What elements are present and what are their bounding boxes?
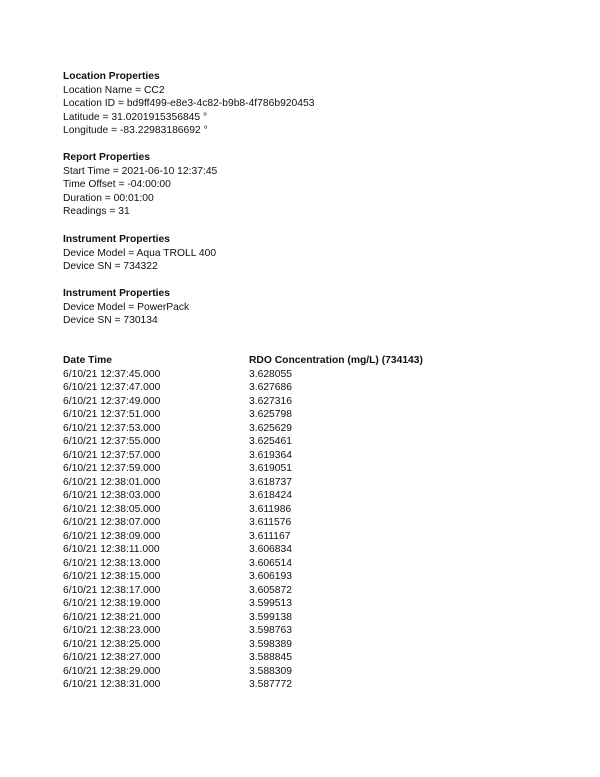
date-time-cell: 6/10/21 12:37:45.000	[63, 368, 161, 380]
table-row	[63, 449, 543, 463]
date-time-cell: 6/10/21 12:38:05.000	[63, 503, 161, 515]
date-time-cell: 6/10/21 12:37:59.000	[63, 463, 161, 474]
date-time-cell: 6/10/21 12:38:25.000	[63, 638, 161, 650]
location-id: Location ID = bd9ff499-e8e3-4c82-b9b8-4f786b920453	[63, 98, 315, 110]
rdo-concentration-cell: 3.606193	[249, 571, 292, 582]
table-row	[63, 530, 543, 544]
rdo-concentration-cell: 3.627316	[249, 395, 292, 407]
date-time-cell: 6/10/21 12:38:21.000	[63, 611, 161, 623]
device-sn: Device SN = 734322	[63, 261, 158, 273]
table-row	[63, 638, 543, 652]
date-time-cell: 6/10/21 12:37:47.000	[63, 382, 161, 393]
date-time-cell: 6/10/21 12:38:17.000	[63, 584, 161, 596]
table-row	[63, 489, 543, 503]
date-time-cell: 6/10/21 12:37:51.000	[63, 409, 161, 420]
date-time-cell: 6/10/21 12:38:11.000	[63, 544, 160, 555]
date-time-cell: 6/10/21 12:38:23.000	[63, 625, 161, 636]
rdo-concentration-cell: 3.625629	[249, 422, 292, 434]
table-row	[63, 503, 543, 517]
time-offset: Time Offset = -04:00:00	[63, 179, 171, 191]
column-header-rdo-concentration: RDO Concentration (mg/L) (734143)	[249, 355, 423, 366]
date-time-cell: 6/10/21 12:38:31.000	[63, 679, 161, 690]
section-heading: Instrument Properties	[63, 288, 170, 299]
date-time-cell: 6/10/21 12:38:03.000	[63, 490, 161, 501]
rdo-concentration-cell: 3.611576	[249, 517, 292, 528]
longitude: Longitude = -83.22983186692 °	[63, 125, 208, 137]
table-row	[63, 543, 543, 557]
date-time-cell: 6/10/21 12:37:49.000	[63, 395, 161, 407]
location-name: Location Name = CC2	[63, 84, 165, 96]
table-row	[63, 395, 543, 409]
rdo-concentration-cell: 3.611167	[249, 530, 291, 542]
rdo-concentration-cell: 3.625461	[249, 436, 292, 447]
table-row	[63, 651, 543, 665]
table-row	[63, 665, 543, 679]
table-row	[63, 435, 543, 449]
table-body	[63, 368, 543, 692]
rdo-concentration-cell: 3.588845	[249, 652, 292, 663]
start-time: Start Time = 2021-06-10 12:37:45	[63, 165, 218, 177]
rdo-concentration-cell: 3.598389	[249, 638, 292, 650]
rdo-concentration-cell: 3.627686	[249, 382, 292, 393]
device-model: Device Model = Aqua TROLL 400	[63, 247, 217, 259]
section-heading: Instrument Properties	[63, 234, 170, 245]
table-row	[63, 422, 543, 436]
rdo-concentration-cell: 3.606514	[249, 557, 292, 569]
table-row	[63, 597, 543, 611]
table-row	[63, 624, 543, 638]
table-row	[63, 570, 543, 584]
section-heading: Location Properties	[63, 71, 160, 82]
table-row	[63, 516, 543, 530]
table-row	[63, 476, 543, 490]
device-model: Device Model = PowerPack	[63, 301, 190, 313]
table-row	[63, 584, 543, 598]
date-time-cell: 6/10/21 12:38:07.000	[63, 517, 161, 528]
date-time-cell: 6/10/21 12:38:01.000	[63, 476, 161, 488]
readings-table	[63, 354, 543, 692]
rdo-concentration-cell: 3.587772	[249, 679, 292, 690]
rdo-concentration-cell: 3.599138	[249, 611, 292, 623]
date-time-cell: 6/10/21 12:37:53.000	[63, 422, 161, 434]
table-row	[63, 381, 543, 395]
table-row	[63, 368, 543, 382]
section-heading: Report Properties	[63, 152, 150, 163]
table-row	[63, 611, 543, 625]
date-time-cell: 6/10/21 12:38:27.000	[63, 652, 161, 663]
table-row	[63, 678, 543, 692]
table-row	[63, 408, 543, 422]
rdo-concentration-cell: 3.628055	[249, 368, 292, 380]
date-time-cell: 6/10/21 12:38:15.000	[63, 571, 161, 582]
date-time-cell: 6/10/21 12:37:55.000	[63, 436, 161, 447]
rdo-concentration-cell: 3.625798	[249, 409, 292, 420]
readings: Readings = 31	[63, 206, 130, 218]
rdo-concentration-cell: 3.619364	[249, 449, 292, 461]
rdo-concentration-cell: 3.611986	[249, 503, 292, 515]
column-header-date-time: Date Time	[63, 355, 113, 366]
rdo-concentration-cell: 3.618737	[249, 476, 292, 488]
table-row	[63, 462, 543, 476]
latitude: Latitude = 31.0201915356845 °	[63, 111, 208, 123]
rdo-concentration-cell: 3.619051	[249, 463, 292, 474]
instrument-properties-section-1	[63, 233, 216, 274]
duration: Duration = 00:01:00	[63, 192, 154, 204]
date-time-cell: 6/10/21 12:38:29.000	[63, 665, 161, 677]
rdo-concentration-cell: 3.605872	[249, 584, 292, 596]
location-properties-section	[63, 70, 314, 138]
date-time-cell: 6/10/21 12:38:13.000	[63, 557, 161, 569]
device-sn: Device SN = 730134	[63, 315, 158, 327]
rdo-concentration-cell: 3.598763	[249, 625, 292, 636]
rdo-concentration-cell: 3.588309	[249, 665, 292, 677]
table-header-row	[63, 354, 543, 368]
rdo-concentration-cell: 3.618424	[249, 490, 292, 501]
table-row	[63, 557, 543, 571]
report-properties-section	[63, 151, 217, 219]
date-time-cell: 6/10/21 12:38:19.000	[63, 598, 161, 609]
rdo-concentration-cell: 3.606834	[249, 544, 292, 555]
date-time-cell: 6/10/21 12:38:09.000	[63, 530, 161, 542]
instrument-properties-section-2	[63, 287, 189, 328]
rdo-concentration-cell: 3.599513	[249, 598, 292, 609]
date-time-cell: 6/10/21 12:37:57.000	[63, 449, 161, 461]
